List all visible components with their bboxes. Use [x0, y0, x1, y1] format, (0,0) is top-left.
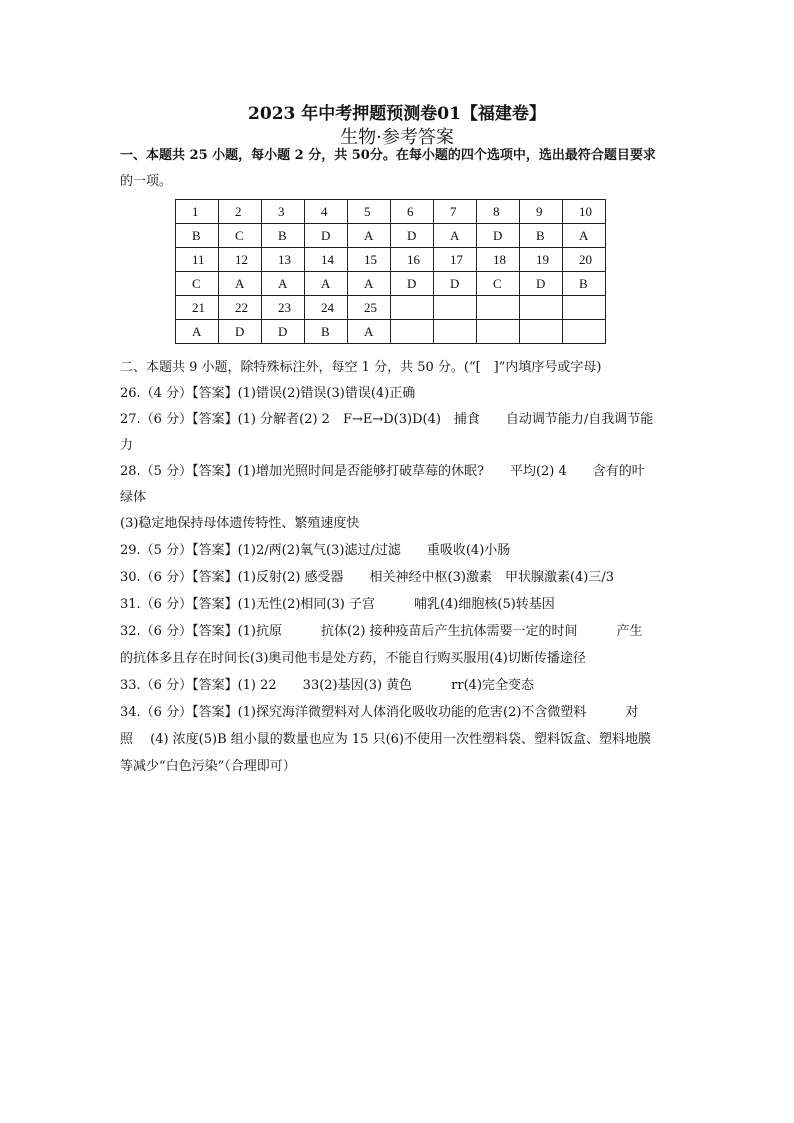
answer-table-cell — [563, 296, 606, 320]
answer-table-cell: 4 — [305, 200, 348, 224]
answer-table-cell: B — [305, 320, 348, 344]
answer-table-cell: A — [348, 224, 391, 248]
answer-q28-line3: (3)稳定地保持母体遗传特性、繁殖速度快 — [120, 516, 360, 531]
answer-q26: 26.（4 分）【答案】(1)错误(2)错误(3)错误(4)正确 — [120, 386, 416, 401]
answer-table-row — [176, 272, 606, 296]
answer-table-cell: D — [477, 224, 520, 248]
answer-table-cell: D — [391, 224, 434, 248]
answer-table-cell — [391, 296, 434, 320]
answer-table-cell: 20 — [563, 248, 606, 272]
answer-table-cell: A — [434, 224, 477, 248]
answer-table-cell — [520, 296, 563, 320]
answer-table-cell: 9 — [520, 200, 563, 224]
answer-table-cell: 7 — [434, 200, 477, 224]
answer-table-cell: A — [348, 272, 391, 296]
answer-table-cell: C — [176, 272, 219, 296]
answer-table-cell: A — [219, 272, 262, 296]
answer-q32-line2: 的抗体多且存在时间长(3)奥司他韦是处方药，不能自行购买服用(4)切断传播途径 — [120, 651, 586, 666]
answer-table-cell: A — [305, 272, 348, 296]
answer-q30: 30.（6 分）【答案】(1)反射(2) 感受器 相关神经中枢(3)激素 甲状腺激素(4)三/3 — [120, 570, 615, 585]
answer-table-cell: 17 — [434, 248, 477, 272]
answer-table-cell: 12 — [219, 248, 262, 272]
answer-q27-line2: 力 — [120, 438, 134, 453]
answer-table-cell — [477, 320, 520, 344]
answer-table-cell: D — [391, 272, 434, 296]
answer-table-cell: 15 — [348, 248, 391, 272]
answer-table-cell: 10 — [563, 200, 606, 224]
answer-table-cell: D — [262, 320, 305, 344]
answer-q28-line2: 绿体 — [120, 490, 147, 505]
answer-table-cell: B — [262, 224, 305, 248]
answer-table-row — [176, 296, 606, 320]
section2-heading: 二、本题共 9 小题，除特殊标注外，每空 1 分，共 50 分。(“[ ]”内填序号或字母) — [120, 360, 602, 375]
answer-table-cell: 19 — [520, 248, 563, 272]
answer-table-cell — [391, 320, 434, 344]
answer-q34-line1: 34.（6 分）【答案】(1)探究海洋微塑料对人体消化吸收功能的危害(2)不含微塑料 对 — [120, 705, 639, 720]
answer-table-cell: D — [434, 272, 477, 296]
answer-table-cell: A — [262, 272, 305, 296]
answer-q27-line1: 27.（6 分）【答案】(1) 分解者(2) 2 F→E→D(3)D(4) 捕食 自动调节能力/自我调节能 — [120, 412, 654, 427]
answer-q31: 31.（6 分）【答案】(1)无性(2)相同(3) 子宫 哺乳(4)细胞核(5)转基因 — [120, 597, 555, 612]
answer-table-row — [176, 320, 606, 344]
answer-q29: 29.（5 分）【答案】(1)2/两(2)氧气(3)滤过/过滤 重吸收(4)小肠 — [120, 543, 511, 558]
answer-q34-line3: 等减少“白色污染”（合理即可） — [120, 759, 296, 774]
page-title: 2023 年中考押题预测卷01【福建卷】 — [248, 104, 546, 124]
answer-table-cell: B — [520, 224, 563, 248]
answer-table-cell: D — [520, 272, 563, 296]
answer-table-cell: 1 — [176, 200, 219, 224]
answer-table-cell: 14 — [305, 248, 348, 272]
answer-table-cell: D — [305, 224, 348, 248]
answer-table-cell: 2 — [219, 200, 262, 224]
answer-table-cell: 18 — [477, 248, 520, 272]
answer-table-cell: 25 — [348, 296, 391, 320]
answer-table-cell: C — [477, 272, 520, 296]
answer-table-cell: B — [176, 224, 219, 248]
answer-table-cell: 21 — [176, 296, 219, 320]
answer-table-cell — [477, 296, 520, 320]
answer-table-row — [176, 248, 606, 272]
answer-q32-line1: 32.（6 分）【答案】(1)抗原 抗体(2) 接种疫苗后产生抗体需要一定的时间 产生 — [120, 624, 643, 639]
answer-table-cell — [434, 296, 477, 320]
answer-table-cell: 16 — [391, 248, 434, 272]
answer-table-cell: 22 — [219, 296, 262, 320]
answer-table-cell: 3 — [262, 200, 305, 224]
answer-table-cell: 11 — [176, 248, 219, 272]
answer-table-row — [176, 224, 606, 248]
answer-table-cell: D — [219, 320, 262, 344]
answer-table-row — [176, 200, 606, 224]
answer-table-cell: C — [219, 224, 262, 248]
section1-heading: 一、本题共 25 小题，每小题 2 分，共 50分。在每小题的四个选项中，选出最符合题目要求 — [120, 148, 656, 163]
answer-table-cell — [520, 320, 563, 344]
answer-table-cell: 23 — [262, 296, 305, 320]
page-subtitle: 生物·参考答案 — [340, 127, 454, 148]
answer-table-cell — [563, 320, 606, 344]
answer-table-cell: A — [348, 320, 391, 344]
answer-table-cell: A — [176, 320, 219, 344]
answer-table-cell: B — [563, 272, 606, 296]
answer-table — [175, 199, 606, 344]
answer-table-cell — [434, 320, 477, 344]
section1-heading-cont: 的一项。 — [120, 174, 173, 189]
answer-table-cell: A — [563, 224, 606, 248]
answer-q33: 33.（6 分）【答案】(1) 22 33(2)基因(3) 黄色 rr(4)完全变态 — [120, 678, 535, 693]
answer-table-cell: 5 — [348, 200, 391, 224]
answer-table-cell: 8 — [477, 200, 520, 224]
answer-table-cell: 13 — [262, 248, 305, 272]
answer-table-cell: 24 — [305, 296, 348, 320]
answer-table-cell: 6 — [391, 200, 434, 224]
answer-q28-line1: 28.（5 分）【答案】(1)增加光照时间是否能够打破草莓的休眠? 平均(2) 4 含有的叶 — [120, 464, 645, 479]
answer-q34-line2: 照 (4) 浓度(5)B 组小鼠的数量也应为 15 只(6)不使用一次性塑料袋、塑料饭盒、塑料地膜 — [120, 732, 652, 747]
